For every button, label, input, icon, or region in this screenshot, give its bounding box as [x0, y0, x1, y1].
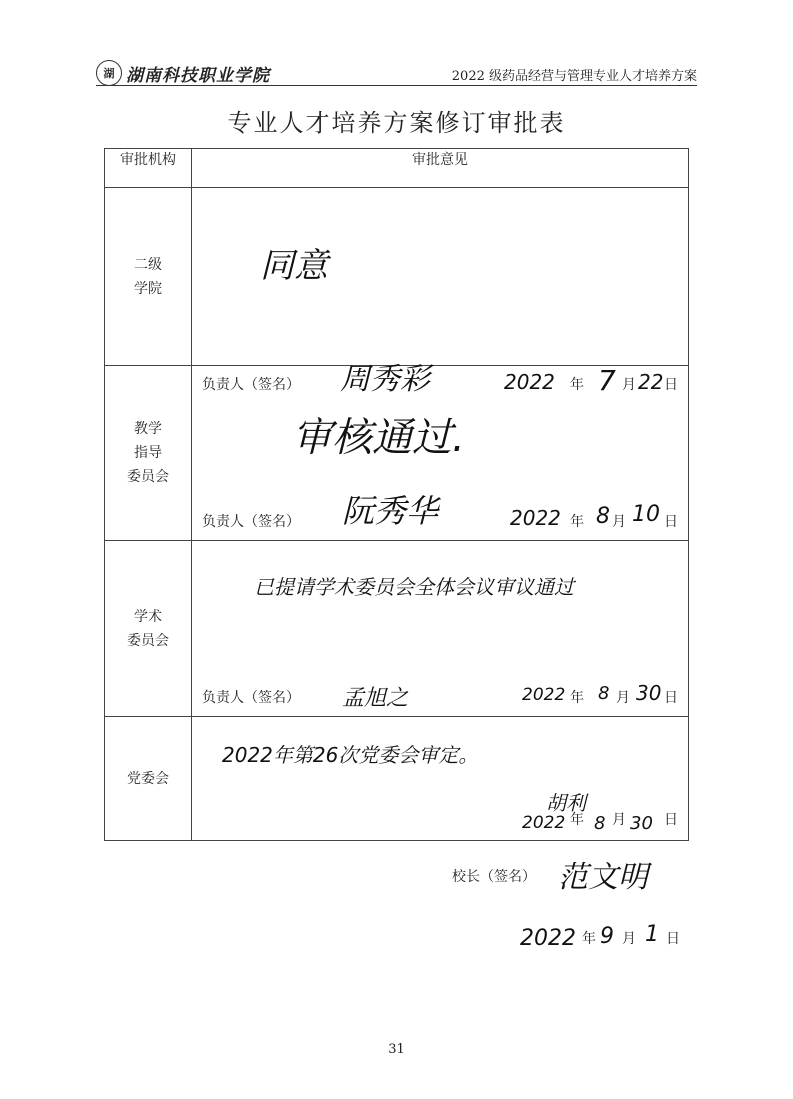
handwritten-signature: 胡利: [546, 791, 586, 815]
date-day: 30: [636, 681, 662, 705]
principal-signature: 范文明: [558, 860, 648, 895]
principal-date-day-unit: 日: [666, 931, 680, 947]
date-month: 8: [594, 813, 606, 834]
date-month-unit: 月: [612, 812, 626, 828]
table-row: [105, 717, 689, 841]
principal-date-day: 1: [645, 922, 659, 947]
handwritten-signature: 阮秀华: [342, 492, 439, 530]
principal-date-month-unit: 月: [622, 931, 636, 947]
header-document-name: 2022 级药品经营与管理专业人才培养方案: [451, 69, 697, 84]
date-month-unit: 月: [612, 514, 626, 530]
principal-date-month: 9: [600, 924, 614, 949]
principal-date-year: 2022: [520, 926, 576, 951]
date-year: 2022: [504, 370, 555, 394]
date-year-unit: 年: [570, 514, 584, 530]
date-day: 30: [630, 813, 653, 834]
principal-signature-label: 校长（签名）: [452, 869, 536, 885]
date-month: 8: [598, 683, 610, 704]
date-day-unit: 日: [664, 514, 678, 530]
date-year-unit: 年: [570, 690, 584, 706]
table-header-row: [105, 149, 689, 188]
signature-label: 负责人（签名）: [202, 514, 300, 530]
date-year: 2022: [522, 685, 566, 705]
opinion-cell: [192, 366, 689, 541]
date-month-unit: 月: [622, 377, 636, 393]
date-year: 2022: [522, 813, 566, 833]
org-name: 教学 指导 委员会: [105, 366, 192, 541]
handwritten-signature: 周秀彩: [340, 362, 430, 397]
date-month-unit: 月: [616, 690, 630, 706]
org-name: 学术 委员会: [105, 541, 192, 717]
date-month: 7: [598, 364, 616, 397]
opinion-cell: [192, 188, 689, 397]
org-name: 二级 学院: [105, 188, 192, 366]
column-header-org: 审批机构: [105, 149, 192, 188]
opinion-cell: [192, 717, 689, 841]
handwritten-signature: 孟旭之: [342, 686, 409, 711]
school-logo: 湖: [96, 60, 122, 86]
org-name: 党委会: [105, 717, 192, 841]
table-row: [105, 366, 689, 541]
date-year-unit: 年: [570, 377, 584, 393]
page-title: 专业人才培养方案修订审批表: [227, 109, 566, 137]
table-row: [105, 541, 689, 717]
date-month: 8: [596, 504, 610, 529]
date-day: 10: [632, 502, 660, 527]
date-day-unit: 日: [664, 690, 678, 706]
page-number: 31: [388, 1042, 405, 1057]
handwritten-opinion: 2022年第26次党委会审定。: [222, 743, 479, 767]
approval-table: [104, 148, 689, 841]
date-day-unit: 日: [664, 377, 678, 393]
date-day-unit: 日: [664, 812, 678, 828]
handwritten-opinion: 同意: [260, 246, 328, 286]
signature-label: 负责人（签名）: [202, 690, 300, 706]
signature-label: 负责人（签名）: [202, 377, 300, 393]
date-day: 22: [638, 370, 664, 394]
principal-date-year-unit: 年: [582, 931, 596, 947]
opinion-cell: [192, 541, 689, 717]
handwritten-opinion: 审核通过.: [292, 415, 465, 461]
date-year-unit: 年: [570, 812, 584, 828]
table-row: [105, 188, 689, 366]
handwritten-opinion: 已提请学术委员会全体会议审议通过: [254, 575, 574, 599]
header-rule: [96, 85, 697, 86]
date-year: 2022: [510, 506, 561, 530]
school-name: 湖南科技职业学院: [126, 66, 270, 86]
column-header-opinion: 审批意见: [192, 149, 689, 188]
